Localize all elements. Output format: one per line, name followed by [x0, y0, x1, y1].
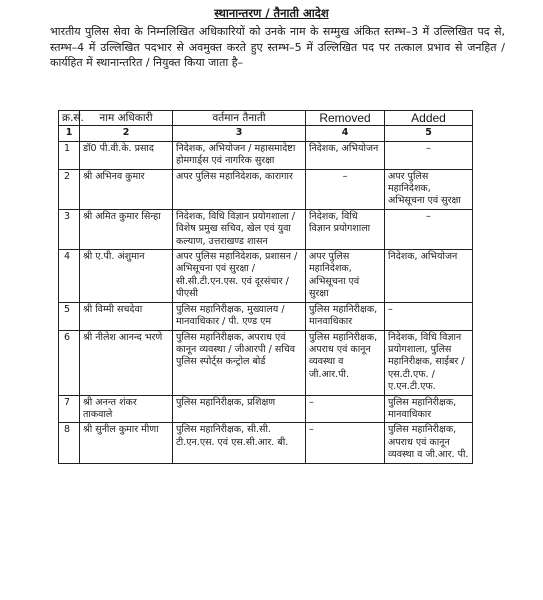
- cell-added: अपर पुलिस महानिदेशक, अभिसूचना एवं सुरक्षा: [385, 169, 473, 209]
- cell-serial: 5: [59, 302, 80, 330]
- cell-officer-name: श्री अमित कुमार सिन्हा: [80, 209, 173, 249]
- cell-added: –: [385, 141, 473, 169]
- table-row: [59, 423, 473, 463]
- cell-officer-name: श्री ए.पी. अंशुमान: [80, 250, 173, 303]
- cell-serial: 1: [59, 141, 80, 169]
- cell-removed: –: [306, 395, 385, 423]
- header-serial: क्र.सं.: [59, 111, 80, 126]
- cell-serial: 6: [59, 330, 80, 395]
- cell-removed: पुलिस महानिरीक्षक, अपराध एवं कानून व्यवस्था व जी.आर.पी.: [306, 330, 385, 395]
- cell-added: पुलिस महानिरीक्षक, मानवाधिकार: [385, 395, 473, 423]
- cell-removed: पुलिस महानिरीक्षक, मानवाधिकार: [306, 302, 385, 330]
- table-row: [59, 141, 473, 169]
- cell-added: निदेशक, विधि विज्ञान प्रयोगशाला, पुलिस महानिरीक्षक, साईबर / एस.टी.एफ. / ए.एन.टी.एफ.: [385, 330, 473, 395]
- cell-serial: 7: [59, 395, 80, 423]
- cell-current-posting: पुलिस महानिरीक्षक, सी.सी. टी.एन.एस. एवं एस.सी.आर. बी.: [173, 423, 306, 463]
- cell-added: निदेशक, अभियोजन: [385, 250, 473, 303]
- column-number: 5: [385, 126, 473, 141]
- column-number: 1: [59, 126, 80, 141]
- column-number: 4: [306, 126, 385, 141]
- cell-officer-name: श्री सुनील कुमार मीणा: [80, 423, 173, 463]
- cell-removed: –: [306, 423, 385, 463]
- table-row: [59, 395, 473, 423]
- cell-current-posting: अपर पुलिस महानिदेशक, प्रशासन / अभिसूचना एवं सुरक्षा / सी.सी.टी.एन.एस. एवं दूरसंचार / पीएसी: [173, 250, 306, 303]
- table-row: [59, 209, 473, 249]
- table-header-row: [59, 111, 473, 126]
- cell-serial: 8: [59, 423, 80, 463]
- table-row: [59, 330, 473, 395]
- cell-removed: अपर पुलिस महानिदेशक, अभिसूचना एवं सुरक्षा: [306, 250, 385, 303]
- transfer-table: [58, 110, 473, 464]
- cell-added: –: [385, 209, 473, 249]
- cell-current-posting: निदेशक, विधि विज्ञान प्रयोगशाला / विशेष प्रमुख सचिव, खेल एवं युवा कल्याण, उत्तराखण्ड शासन: [173, 209, 306, 249]
- cell-officer-name: श्री विम्मी सचदेवा: [80, 302, 173, 330]
- cell-officer-name: श्री अभिनव कुमार: [80, 169, 173, 209]
- cell-current-posting: पुलिस महानिरीक्षक, प्रशिक्षण: [173, 395, 306, 423]
- order-title: स्थानान्तरण / तैनाती आदेश: [214, 6, 329, 20]
- cell-officer-name: डॉ0 पी.वी.के. प्रसाद: [80, 141, 173, 169]
- order-intro-paragraph: भारतीय पुलिस सेवा के निम्नलिखित अधिकारियों को उनके नाम के सम्मुख अंकित स्तम्भ–3 में उल्लिखित पद से, स्तम्भ–4 में उल्लिखित पदभार से अवमुक्त करते हुए स्तम्भ–5 में उल्लिखित पद पर तत्काल प्रभाव से जनहित / कार्यहित में स्थानान्तरित / नियुक्त किया जाता है–: [50, 25, 505, 70]
- cell-serial: 2: [59, 169, 80, 209]
- cell-current-posting: निदेशक, अभियोजन / महासमादेष्टा होमगार्ड्स एवं नागरिक सुरक्षा: [173, 141, 306, 169]
- cell-current-posting: पुलिस महानिरीक्षक, अपराध एवं कानून व्यवस्था / जीआरपी / सचिव पुलिस स्पोर्ट्स कन्ट्रोल बोर्ड: [173, 330, 306, 395]
- cell-removed: –: [306, 169, 385, 209]
- cell-officer-name: श्री नीलेश आनन्द भरणे: [80, 330, 173, 395]
- cell-removed: निदेशक, अभियोजन: [306, 141, 385, 169]
- cell-serial: 3: [59, 209, 80, 249]
- cell-added: –: [385, 302, 473, 330]
- cell-current-posting: पुलिस महानिरीक्षक, मुख्यालय / मानवाधिकार / पी. एण्ड एम: [173, 302, 306, 330]
- header-added: Added: [385, 111, 473, 126]
- table-column-number-row: [59, 126, 473, 141]
- cell-removed: निदेशक, विधि विज्ञान प्रयोगशाला: [306, 209, 385, 249]
- cell-serial: 4: [59, 250, 80, 303]
- column-number: 3: [173, 126, 306, 141]
- table-row: [59, 250, 473, 303]
- cell-current-posting: अपर पुलिस महानिदेशक, कारागार: [173, 169, 306, 209]
- header-removed: Removed: [306, 111, 385, 126]
- column-number: 2: [80, 126, 173, 141]
- header-officer-name: नाम अधिकारी: [80, 111, 173, 126]
- table-row: [59, 169, 473, 209]
- header-current-posting: वर्तमान तैनाती: [173, 111, 306, 126]
- cell-added: पुलिस महानिरीक्षक, अपराध एवं कानून व्यवस्था व जी.आर. पी.: [385, 423, 473, 463]
- table-row: [59, 302, 473, 330]
- cell-officer-name: श्री अनन्त शंकर ताकवाले: [80, 395, 173, 423]
